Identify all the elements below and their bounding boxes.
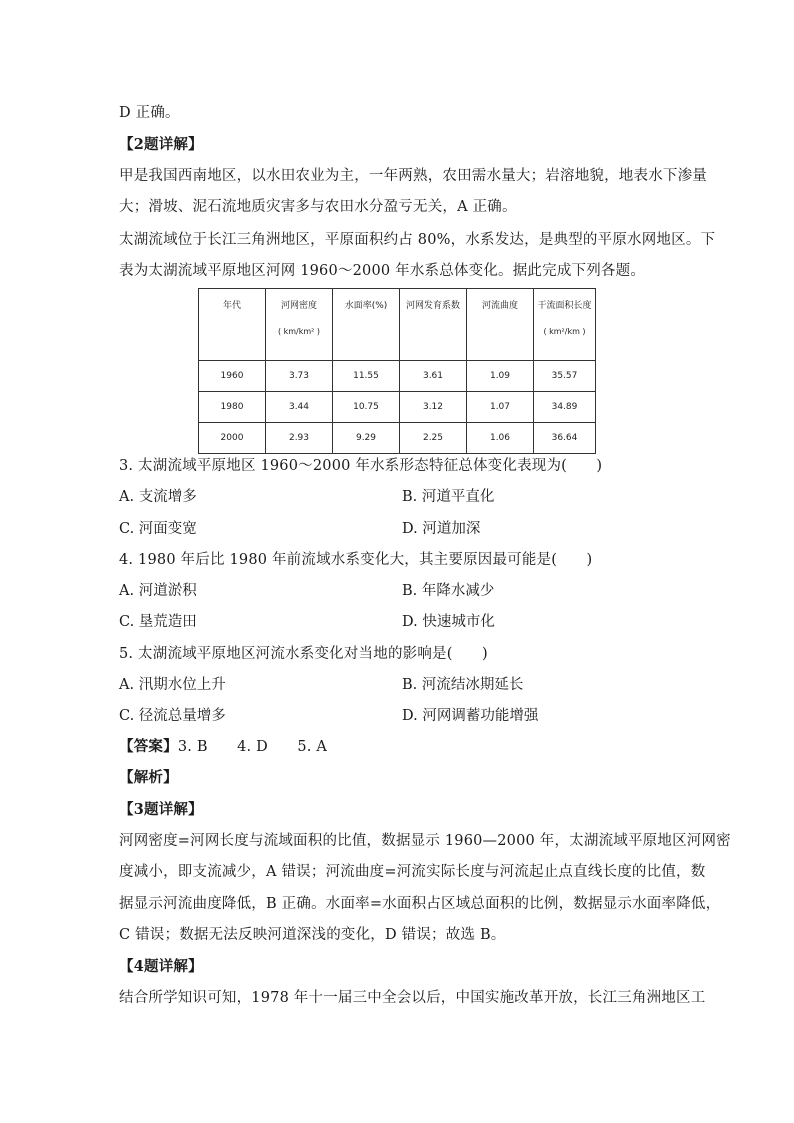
option-a: A. 河道淤积 (119, 583, 197, 599)
table-cell: 35.57 (534, 361, 596, 392)
option-d: D. 河道加深 (402, 521, 481, 537)
option-c: C. 河面变宽 (119, 521, 197, 537)
text-line: 河网密度=河网长度与流域面积的比值，数据显示 1960—2000 年，太湖流域平原地区河网密 (119, 833, 731, 849)
table-cell: 3.61 (400, 361, 467, 392)
question-4: 4. 1980 年后比 1980 年前流域水系变化大，其主要原因最可能是( ) (119, 552, 593, 568)
table-cell: 3.73 (266, 361, 333, 392)
table-cell: 9.29 (333, 423, 400, 454)
answer-values: 3. B 4. D 5. A (177, 739, 328, 755)
option-d: D. 河网调蓄功能增强 (402, 708, 539, 724)
option-b: B. 河流结冰期延长 (402, 677, 524, 693)
option-b: B. 河道平直化 (402, 489, 495, 505)
table-cell: 11.55 (333, 361, 400, 392)
analysis-heading: 【解析】 (119, 769, 178, 786)
table-cell: 1.07 (467, 392, 534, 423)
option-d: D. 快速城市化 (402, 614, 495, 630)
table-header-row (199, 289, 596, 361)
table-cell: 2000 (199, 423, 266, 454)
answer-line (119, 737, 327, 757)
table-cell: 2.93 (266, 423, 333, 454)
table-cell: 1980 (199, 392, 266, 423)
table-row (199, 361, 596, 392)
text-line: 表为太湖流域平原地区河网 1960～2000 年水系总体变化。据此完成下列各题。 (119, 263, 646, 279)
table-cell: 3.12 (400, 392, 467, 423)
question-3: 3. 太湖流域平原地区 1960～2000 年水系形态特征总体变化表现为( ) (119, 458, 603, 474)
section-heading-q4: 【4题详解】 (119, 958, 203, 975)
table-cell: 1.06 (467, 423, 534, 454)
answer-label: 【答案】 (119, 738, 178, 755)
river-system-table (198, 288, 596, 454)
table-header-cell: 河流曲度 (467, 289, 534, 361)
text-line: C 错误；数据无法反映河道深浅的变化，D 错误；故选 B。 (119, 927, 506, 943)
table-cell: 34.89 (534, 392, 596, 423)
option-a: A. 支流增多 (119, 489, 197, 505)
text-line: 大；滑坡、泥石流地质灾害多与农田水分盈亏无关，A 正确。 (119, 199, 517, 215)
option-c: C. 径流总量增多 (119, 708, 226, 724)
option-c: C. 垦荒造田 (119, 614, 197, 630)
table-cell: 36.64 (534, 423, 596, 454)
table-cell: 2.25 (400, 423, 467, 454)
table-cell: 3.44 (266, 392, 333, 423)
section-heading-q3: 【3题详解】 (119, 801, 203, 818)
table-cell: 1.09 (467, 361, 534, 392)
table-cell: 1960 (199, 361, 266, 392)
table-header-cell: 年代 (199, 289, 266, 361)
text-line: 结合所学知识可知，1978 年十一届三中全会以后，中国实施改革开放，长江三角洲地区工 (119, 990, 706, 1006)
question-5: 5. 太湖流域平原地区河流水系变化对当地的影响是( ) (119, 646, 488, 662)
section-heading-q2: 【2题详解】 (119, 136, 203, 153)
option-b: B. 年降水减少 (402, 583, 495, 599)
option-a: A. 汛期水位上升 (119, 677, 226, 693)
table-row (199, 423, 596, 454)
table-header-cell: 河网发育系数 (400, 289, 467, 361)
table-header-cell: 干流面积长度 ( km²/km ) (534, 289, 596, 361)
table-row (199, 392, 596, 423)
text-line: 太湖流域位于长江三角洲地区，平原面积约占 80%，水系发达，是典型的平原水网地区。下 (119, 232, 716, 248)
text-line: 度减小，即支流减少，A 错误；河流曲度=河流实际长度与河流起止点直线长度的比值，数 (119, 864, 706, 880)
table-header-cell: 水面率(%) (333, 289, 400, 361)
text-line: 甲是我国西南地区，以水田农业为主，一年两熟，农田需水量大；岩溶地貌，地表水下渗量 (119, 168, 707, 184)
table-header-cell: 河网密度 ( km/km² ) (266, 289, 333, 361)
text-line: D 正确。 (119, 105, 180, 121)
table-cell: 10.75 (333, 392, 400, 423)
text-line: 据显示河流曲度降低，B 正确。水面率=水面积占区域总面积的比例，数据显示水面率降低， (119, 896, 721, 912)
